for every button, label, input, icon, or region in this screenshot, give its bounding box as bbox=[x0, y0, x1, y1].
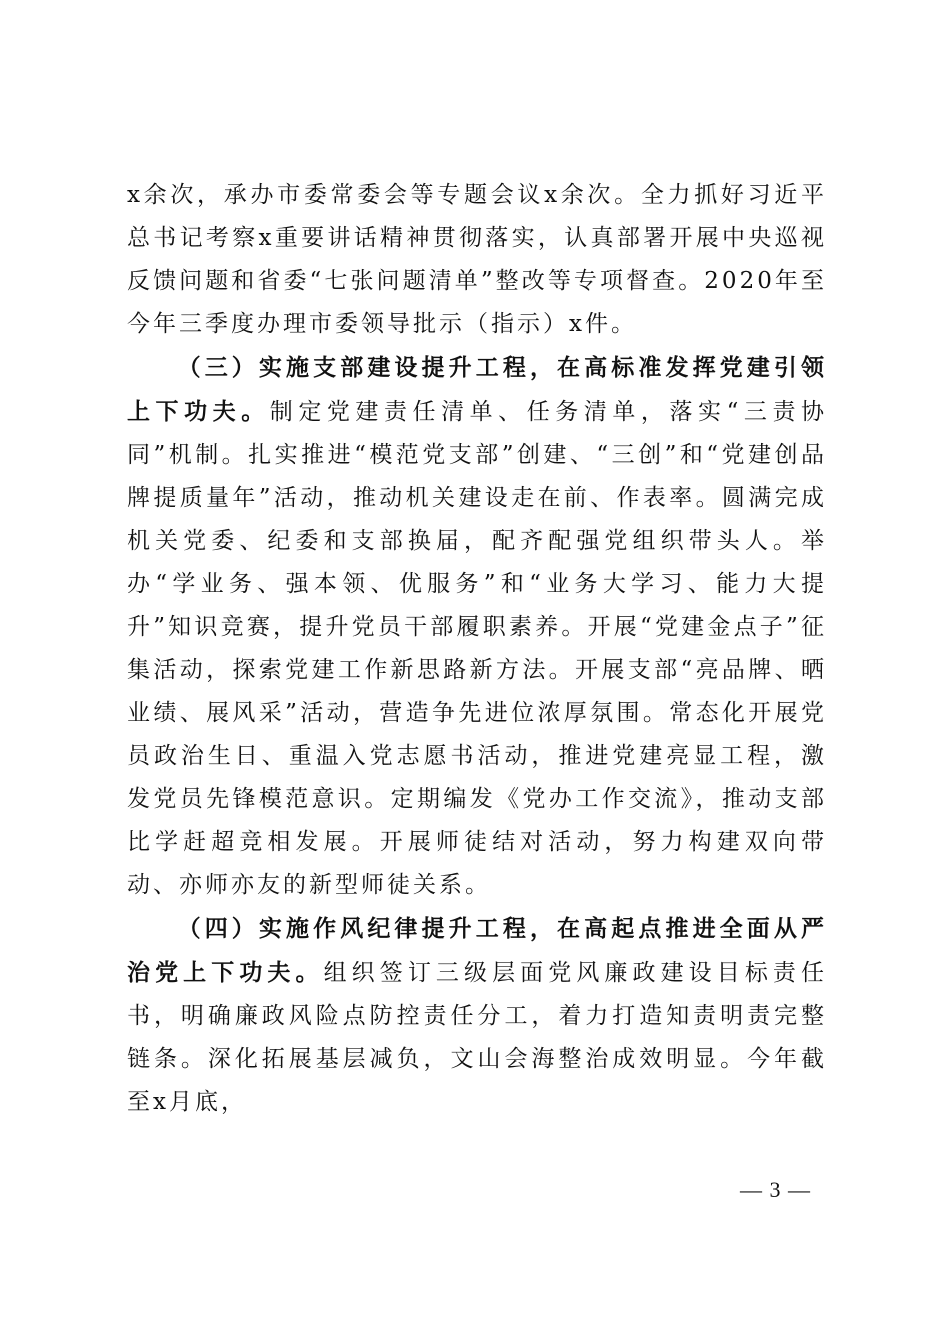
document-body bbox=[127, 174, 827, 1124]
page-number: — 3 — bbox=[740, 1177, 811, 1202]
paragraph-1-text: x余次，承办市委常委会等专题会议x余次。全力抓好习近平总书记考察x重要讲话精神贯彻落实，认真部署开展中央巡视反馈问题和省委“七张问题清单”整改等专项督查。2020年至今年三季度办理市委领导批示（指示）x件。 bbox=[127, 182, 827, 337]
section-three-heading: （三）实施支部建设提升工程，在高标准发挥党建引领上下功夫。 bbox=[127, 354, 827, 425]
paragraph-section-three bbox=[127, 346, 827, 907]
section-four-heading: （四）实施作风纪律提升工程，在高起点推进全面从严治党上下功夫。 bbox=[127, 915, 827, 986]
section-four-text: 组织签订三级层面党风廉政建设目标责任书，明确廉政风险点防控责任分工，着力打造知责明责完整链条。深化拓展基层减负，文山会海整治成效明显。今年截至x月底， bbox=[127, 960, 828, 1115]
paragraph-section-four bbox=[127, 907, 827, 1124]
paragraph-continuation bbox=[127, 174, 827, 346]
section-three-text: 制定党建责任清单、任务清单，落实“三责协同”机制。扎实推进“模范党支部”创建、“三创”和“党建创品牌提质量年”活动，推动机关建设走在前、作表率。圆满完成机关党委、纪委和支部换届，配齐配强党组织带头人。举办“学业务、强本领、优服务”和“业务大学习、能力大提升”知识竞赛，提升党员干部履职素养。开展“党建金点子”征集活动，探索党建工作新思路新方法。开展支部“亮品牌、晒业绩、展风采”活动，营造争先进位浓厚氛围。常态化开展党员政治生日、重温入党志愿书活动，推进党建亮显工程，激发党员先锋模范意识。定期编发《党办工作交流》，推动支部比学赶超竞相发展。开展师徒结对活动，努力构建双向带动、亦师亦友的新型师徒关系。 bbox=[127, 399, 828, 898]
